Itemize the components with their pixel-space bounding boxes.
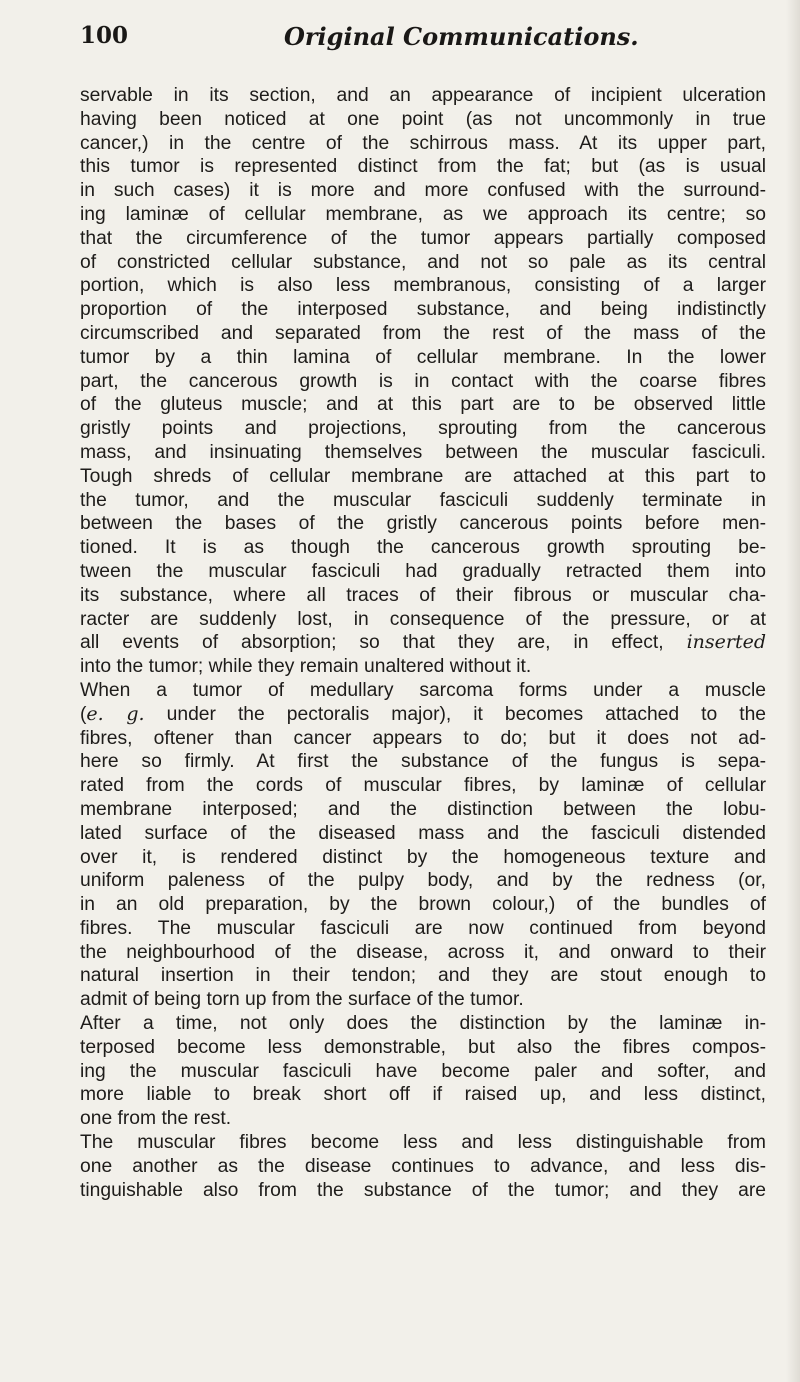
text-line: lated surface of the diseased mass and the fasciculi distended — [80, 822, 766, 844]
text-line: Tough shreds of cellular membrane are attached at this part to — [80, 465, 766, 487]
text-line: When a tumor of medullary sarcoma forms under a muscle — [80, 679, 766, 701]
text-line: between the bases of the gristly cancerous points before men- — [80, 513, 766, 535]
text-line: gristly points and projections, sprouting from the cancerous — [80, 418, 766, 440]
text-segment: all events of absorption; so that they are, in effect, — [80, 632, 664, 654]
text-line: tioned. It is as though the cancerous growth sprouting be- — [80, 537, 766, 559]
body-text — [80, 84, 766, 1202]
italic-word: inserted — [686, 631, 766, 654]
text-line: here so firmly. At first the substance of the fungus is sepa- — [80, 751, 766, 773]
text-line: of constricted cellular substance, and not so pale as its central — [80, 251, 766, 273]
text-line: racter are suddenly lost, in consequence of the pressure, or at — [80, 608, 766, 630]
text-line: fibres. The muscular fasciculi are now continued from beyond — [80, 917, 766, 939]
text-line: The muscular fibres become less and less distinguishable from — [80, 1132, 766, 1154]
running-head — [80, 22, 760, 62]
text-segment: ( — [80, 703, 87, 725]
text-line: part, the cancerous growth is in contact with the coarse fibres — [80, 370, 766, 392]
italic-abbreviation: e. g. — [86, 702, 145, 725]
text-line: tinguishable also from the substance of the tumor; and they are — [80, 1179, 766, 1201]
text-line: of the gluteus muscle; and at this part are to be observed little — [80, 394, 766, 416]
text-line: over it, is rendered distinct by the homogeneous texture and — [80, 846, 766, 868]
running-title: Original Communications. — [284, 22, 639, 51]
text-line: mass, and insinuating themselves between the muscular fasciculi. — [80, 441, 766, 463]
text-line: one another as the disease continues to advance, and less dis- — [80, 1155, 766, 1177]
text-line: the neighbourhood of the disease, across it, and onward to their — [80, 941, 766, 963]
page-number: 100 — [80, 22, 129, 49]
text-line: in such cases) it is more and more confused with the surround- — [80, 180, 766, 202]
text-line: membrane interposed; and the distinction between the lobu- — [80, 798, 766, 820]
text-line: proportion of the interposed substance, and being indistinctly — [80, 299, 766, 321]
text-line-with-italic — [80, 703, 766, 727]
text-line: portion, which is also less membranous, consisting of a larger — [80, 275, 766, 297]
text-line: cancer,) in the centre of the schirrous mass. At its upper part, — [80, 132, 766, 154]
text-line: circumscribed and separated from the rest of the mass of the — [80, 322, 766, 344]
text-line: fibres, oftener than cancer appears to do; but it does not ad- — [80, 727, 766, 749]
text-line-with-italic — [80, 631, 766, 655]
text-line: ing laminæ of cellular membrane, as we approach its centre; so — [80, 203, 766, 225]
text-line: admit of being torn up from the surface of the tumor. — [80, 989, 524, 1011]
text-line: tween the muscular fasciculi had gradually retracted them into — [80, 560, 766, 582]
text-line: in an old preparation, by the brown colour,) of the bundles of — [80, 894, 766, 916]
text-segment: under the pectoralis major), it becomes attached to the — [166, 703, 767, 725]
text-line: into the tumor; while they remain unaltered without it. — [80, 656, 532, 678]
text-line: more liable to break short off if raised up, and less distinct, — [80, 1084, 766, 1106]
text-line: rated from the cords of muscular fibres, by laminæ of cellular — [80, 775, 766, 797]
text-line: having been noticed at one point (as not uncommonly in true — [80, 108, 766, 130]
text-line: its substance, where all traces of their fibrous or muscular cha- — [80, 584, 766, 606]
text-line: tumor by a thin lamina of cellular membrane. In the lower — [80, 346, 766, 368]
text-line: After a time, not only does the distinction by the laminæ in- — [80, 1013, 766, 1035]
text-line: servable in its section, and an appearance of incipient ulceration — [80, 85, 766, 106]
text-line: that the circumference of the tumor appears partially composed — [80, 227, 766, 249]
text-line: one from the rest. — [80, 1108, 232, 1130]
text-line: uniform paleness of the pulpy body, and by the redness (or, — [80, 870, 766, 892]
text-line: ing the muscular fasciculi have become paler and softer, and — [80, 1060, 766, 1082]
text-line: the tumor, and the muscular fasciculi suddenly terminate in — [80, 489, 766, 511]
text-line: this tumor is represented distinct from the fat; but (as is usual — [80, 156, 766, 178]
text-line: natural insertion in their tendon; and they are stout enough to — [80, 965, 766, 987]
text-line: terposed become less demonstrable, but also the fibres compos- — [80, 1036, 766, 1058]
page-edge-shadow — [786, 0, 800, 1382]
